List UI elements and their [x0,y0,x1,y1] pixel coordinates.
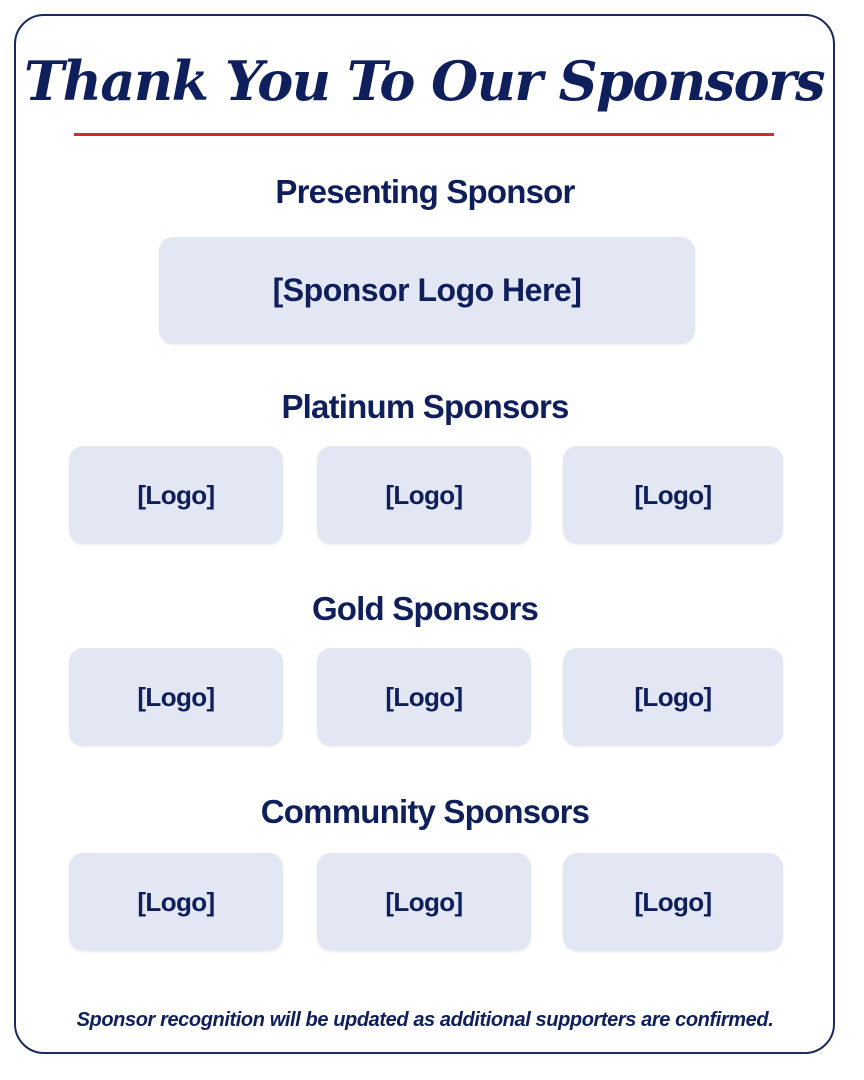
gold-logo-placeholder-1 [69,648,283,746]
presenting-sponsor-logo-placeholder [159,237,695,344]
community-sponsors-heading: Community Sponsors [260,793,590,830]
gold-logo-label-2: [Logo] [385,681,463,712]
footer-note: Sponsor recognition will be updated as additional supporters are confirmed. [76,1009,774,1031]
page-title: Thank You To Our Sponsors [23,49,824,113]
community-logo-label-3: [Logo] [634,886,712,917]
platinum-logo-label-1: [Logo] [137,479,215,510]
presenting-sponsor-logo-label: [Sponsor Logo Here] [272,272,582,308]
community-logo-placeholder-3 [563,853,783,951]
gold-logo-label-1: [Logo] [137,681,215,712]
platinum-logo-label-3: [Logo] [634,479,712,510]
community-logo-placeholder-2 [317,853,531,951]
title-divider [74,133,774,136]
platinum-logo-label-2: [Logo] [385,479,463,510]
platinum-logo-placeholder-3 [563,446,783,544]
community-logo-placeholder-1 [69,853,283,951]
presenting-sponsor-heading: Presenting Sponsor [275,173,575,210]
community-logo-label-2: [Logo] [385,886,463,917]
community-logo-label-1: [Logo] [137,886,215,917]
platinum-sponsors-heading: Platinum Sponsors [281,388,569,425]
platinum-logo-placeholder-1 [69,446,283,544]
gold-logo-label-3: [Logo] [634,681,712,712]
gold-logo-placeholder-2 [317,648,531,746]
platinum-logo-placeholder-2 [317,446,531,544]
gold-logo-placeholder-3 [563,648,783,746]
gold-sponsors-heading: Gold Sponsors [311,590,539,627]
